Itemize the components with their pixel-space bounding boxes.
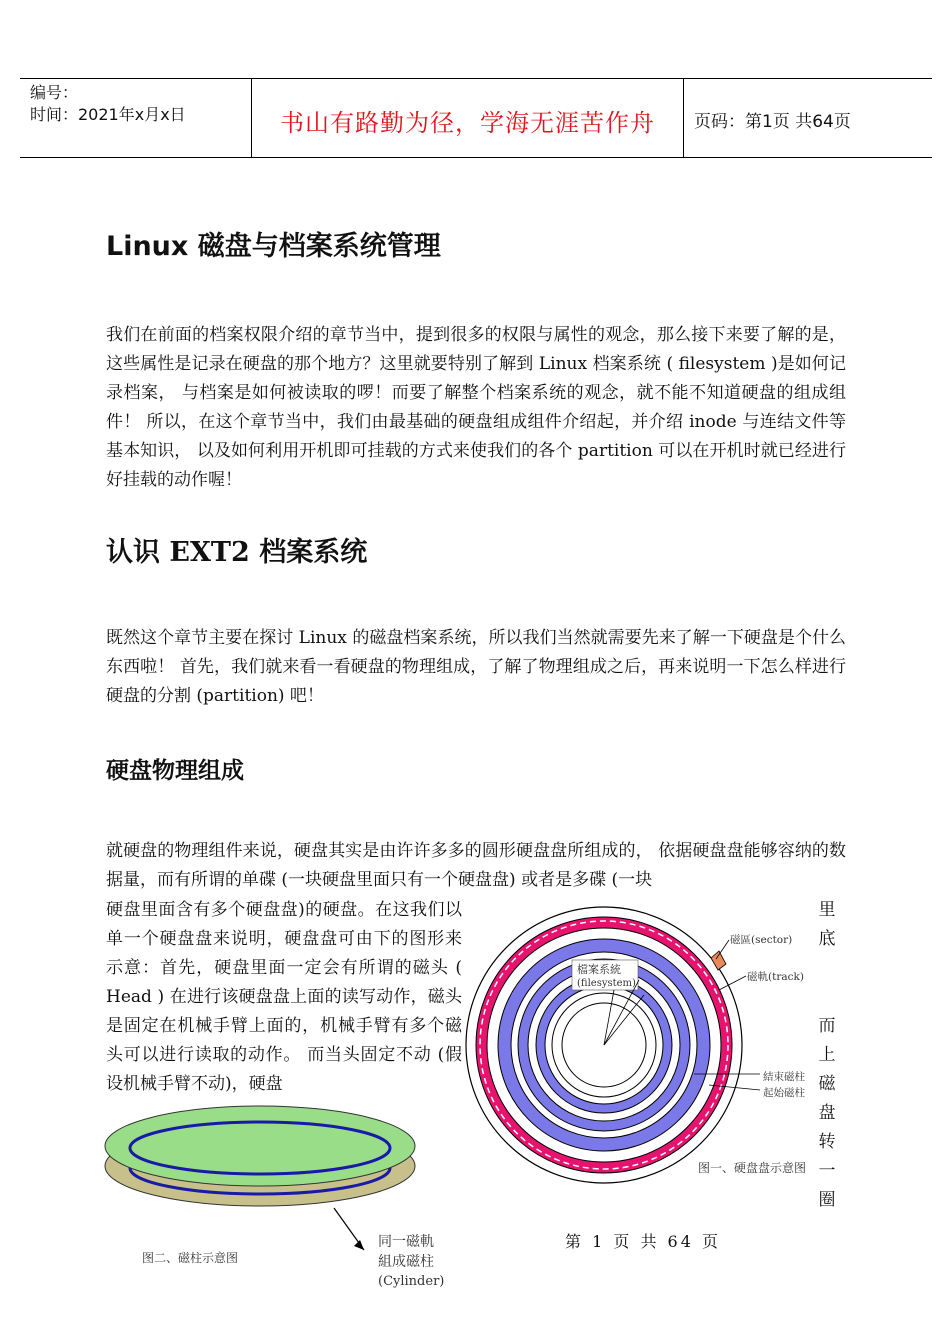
sector-pointer xyxy=(716,940,729,959)
right-char xyxy=(812,983,842,1012)
right-char: 圈 xyxy=(818,1190,836,1210)
filesystem-en-label: (filesystem) xyxy=(577,978,636,989)
track-label: 磁軌(track) xyxy=(747,971,804,983)
right-char: 磁 xyxy=(818,1074,836,1094)
cylinder-label-line1: 同一磁軌 xyxy=(378,1234,434,1250)
right-column-chars xyxy=(812,896,842,1215)
cylinder-label-line2: 組成磁柱 xyxy=(378,1254,434,1270)
left-column-text: 硬盘里面含有多个硬盘盘)的硬盘。在这我们以单一个硬盘盘来说明，硬盘盘可由下的图形来示意：首先，硬盘里面一定会有所谓的磁头 ( Head ) 在进行该硬盘盘上面的读写动作，磁头是固定在机械手臂上面的，机械手臂有多个磁头可以进行读取的动作。 而当头固定不动 (假设机械手臂不动)，硬盘 xyxy=(106,900,462,1094)
disk-platter-figure xyxy=(464,900,807,1186)
right-char xyxy=(812,954,842,983)
start-cylinder-label: 起始磁柱 xyxy=(763,1087,805,1099)
cylinder-figure xyxy=(102,1100,462,1290)
header-motto-cell xyxy=(252,79,684,157)
end-cylinder-label: 結束磁柱 xyxy=(763,1071,805,1083)
cylinder-label-line3: (Cylinder) xyxy=(378,1274,445,1289)
subsection-title: 硬盘物理组成 xyxy=(106,758,244,784)
right-char: 里 xyxy=(818,900,836,920)
section-paragraph: 既然这个章节主要在探讨 Linux 的磁盘档案系统，所以我们当然就需要先来了解一下硬盘是个什么东西啦！ 首先，我们就来看一看硬盘的物理组成，了解了物理组成之后，再来说明一下怎么样进行硬盘的分割 (partition) 吧！ xyxy=(106,628,846,706)
right-char: 转 xyxy=(818,1132,836,1152)
page-footer: 第 1 页 共 64 页 xyxy=(565,1232,721,1251)
right-char: 底 xyxy=(818,929,836,949)
physical-paragraph: 就硬盘的物理组件来说，硬盘其实是由许许多多的圆形硬盘盘所组成的， 依据硬盘盘能够容纳的数据量，而有所谓的单碟 (一块硬盘里面只有一个硬盘盘) 或者是多碟 (一块 xyxy=(106,841,846,890)
time-label: 时间：2021年x月x日 xyxy=(30,105,186,124)
page-title: Linux 磁盘与档案系统管理 xyxy=(106,231,441,262)
page-info: 页码：第1页 共64页 xyxy=(694,112,851,132)
figure2-caption: 图二、磁柱示意图 xyxy=(142,1251,239,1265)
header-meta-cell xyxy=(20,79,252,157)
number-label: 编号： xyxy=(30,83,79,102)
filesystem-label: 檔案系統 xyxy=(577,963,621,976)
right-char: 而 xyxy=(818,1016,836,1036)
intro-paragraph: 我们在前面的档案权限介绍的章节当中，提到很多的权限与属性的观念，那么接下来要了解的是， 这些属性是记录在硬盘的那个地方？这里就要特别了解到 Linux 档案系统 ( filesystem )是如何记录档案， 与档案是如何被读取的啰！而要了解整个档案系统的观念，就不能不知道硬盘的组成组件！ 所以，在这个章节当中，我们由最基础的硬盘组成组件介绍起，并介绍 inode 与连结文件等基本知识， 以及如何利用开机即可挂载的方式来使我们的各个 partition 可以在开机时就已经进行好挂载的动作喔！ xyxy=(106,325,846,490)
section-title: 认识 EXT2 档案系统 xyxy=(106,537,368,568)
header-table xyxy=(20,78,932,158)
right-char: 一 xyxy=(818,1161,836,1181)
right-char: 上 xyxy=(818,1045,836,1065)
cylinder-pointer-head xyxy=(354,1240,364,1250)
right-char: 盘 xyxy=(818,1103,836,1123)
figure1-caption: 图一、硬盘盘示意图 xyxy=(698,1161,807,1175)
motto: 书山有路勤为径，学海无涯苦作舟 xyxy=(280,109,655,137)
header-page-cell xyxy=(684,79,932,157)
sector-label: 磁區(sector) xyxy=(730,934,793,946)
